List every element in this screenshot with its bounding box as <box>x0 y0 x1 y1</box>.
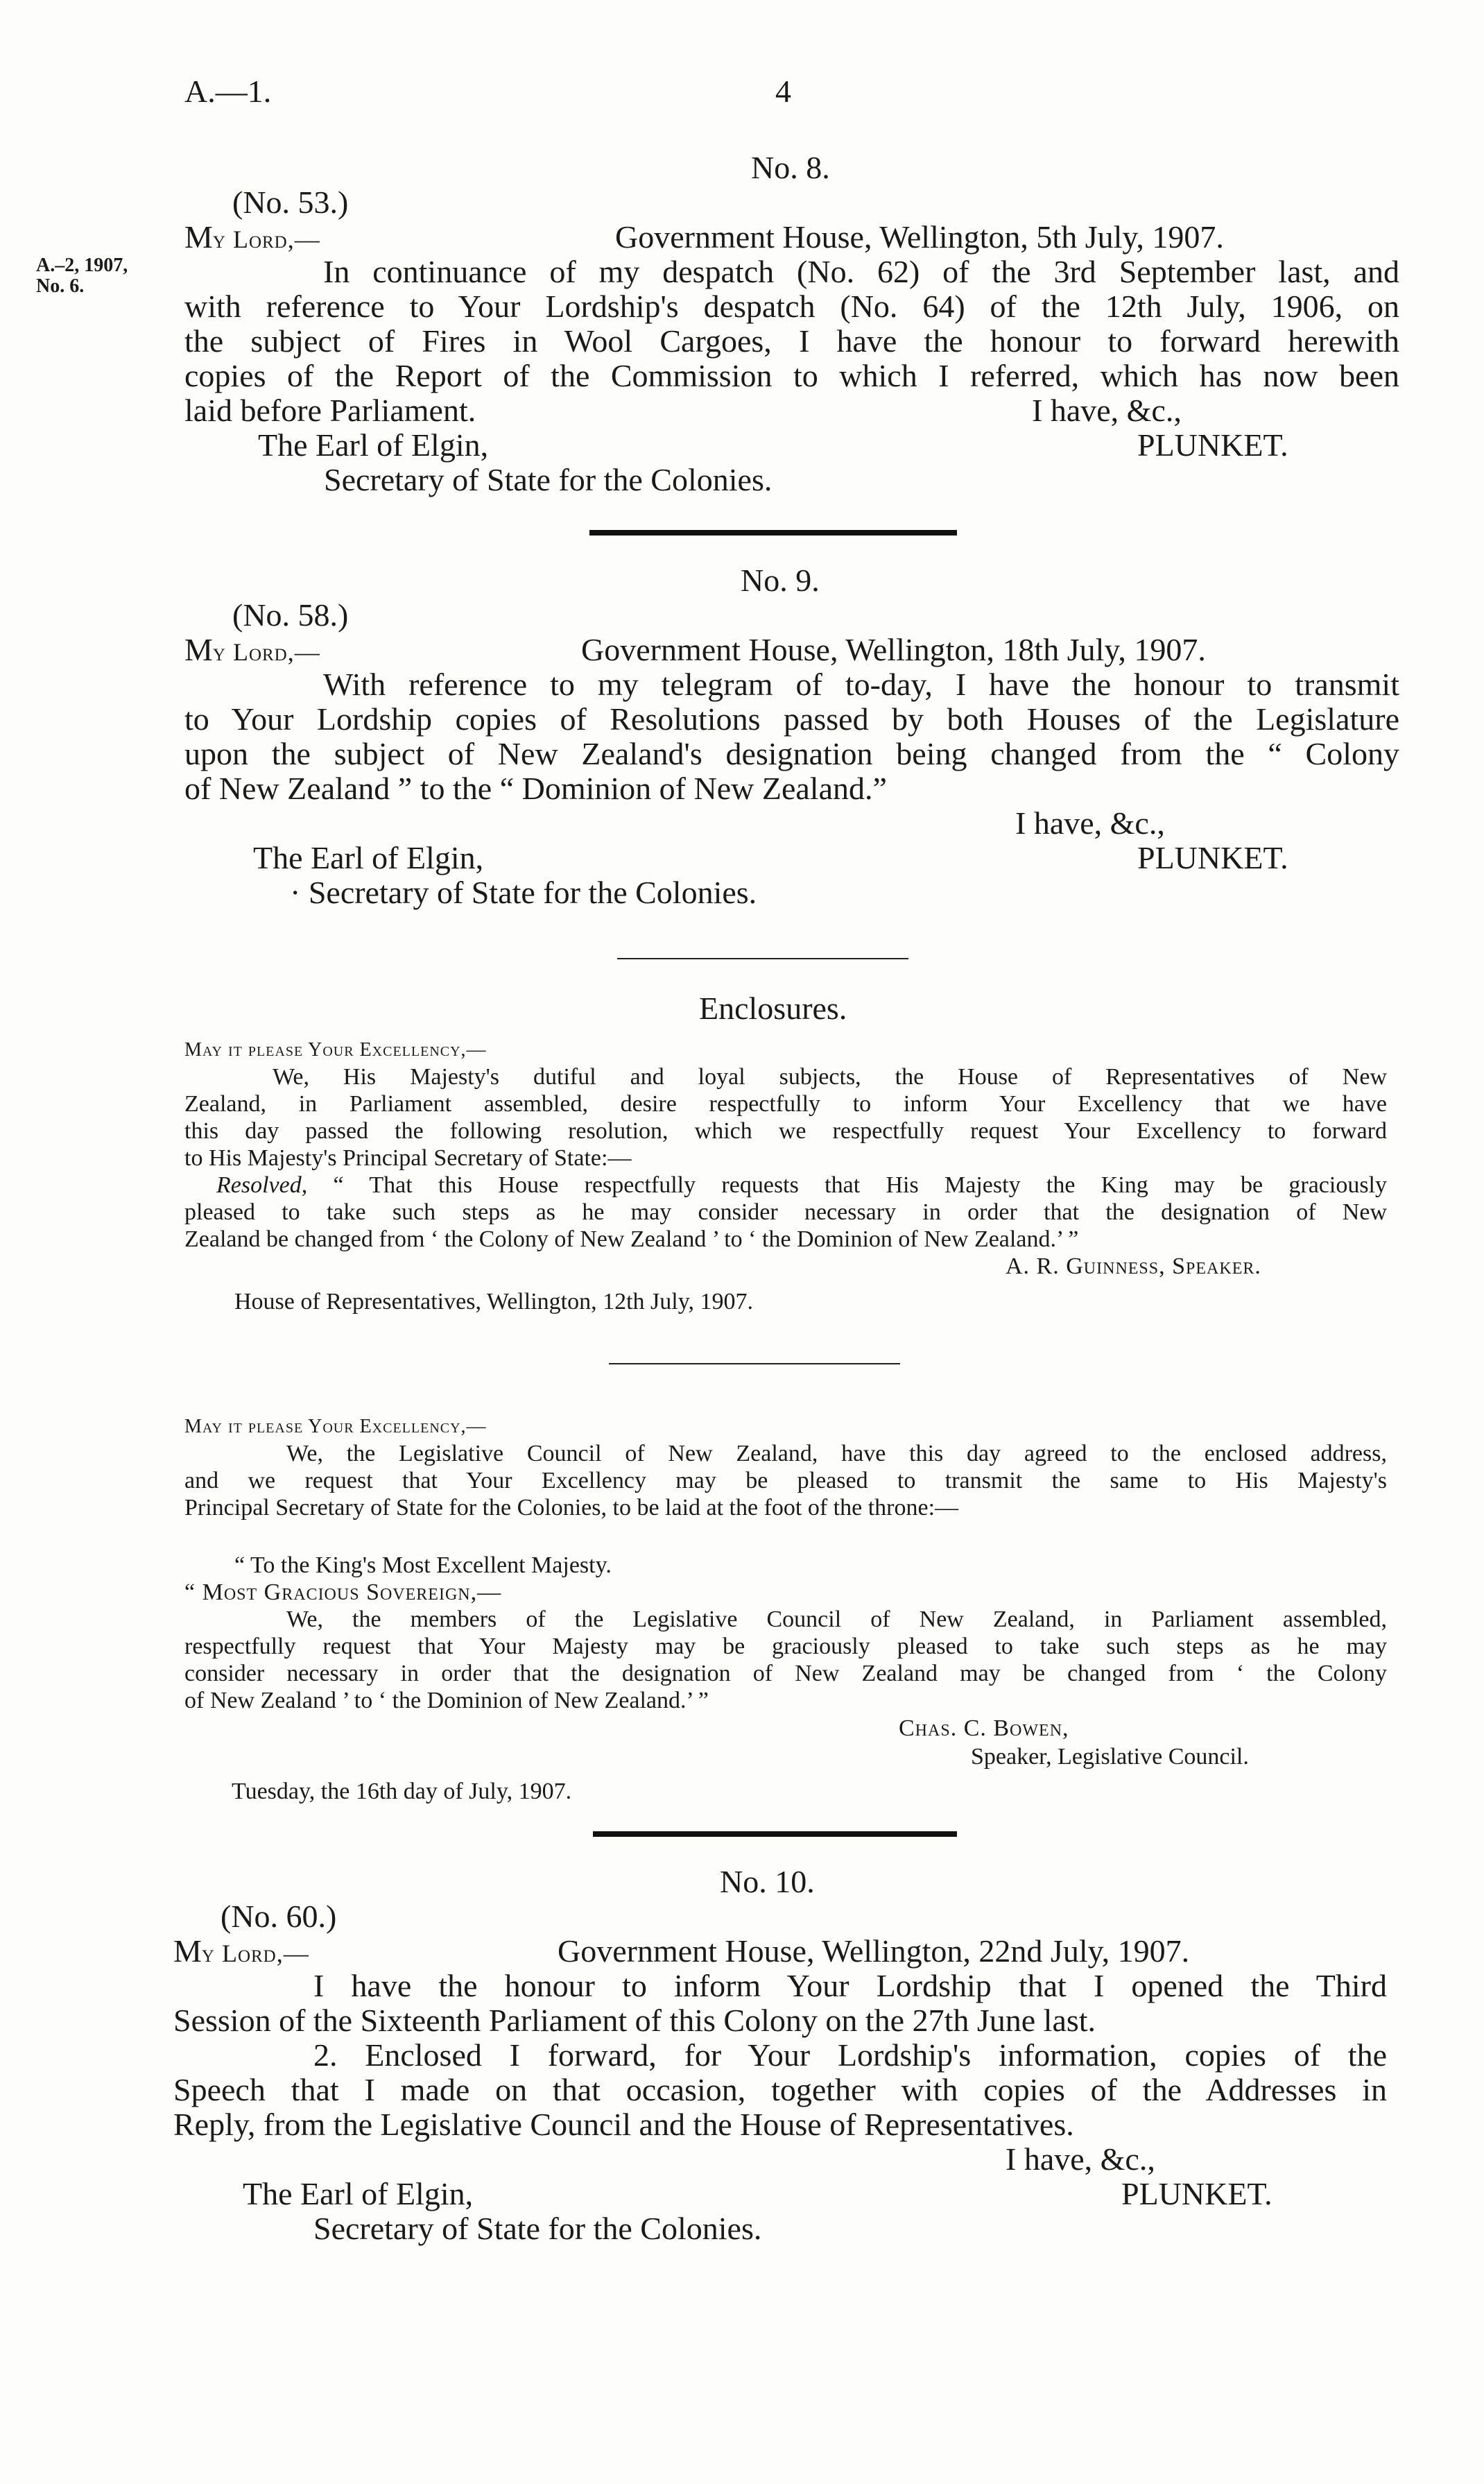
letter-9-recipient: The Earl of Elgin, <box>253 840 484 875</box>
page-number: 4 <box>775 74 791 109</box>
enclosure-1-line: to His Majesty's Principal Secretary of State:— <box>184 1145 632 1171</box>
letter-8-recipient: The Earl of Elgin, <box>258 427 489 463</box>
letter-10-ref: (No. 60.) <box>221 1899 337 1934</box>
letter-8-heading: No. 8. <box>751 150 830 185</box>
enclosure-2-line: of New Zealand ’ to ‘ the Dominion of New Zealand.’ ” <box>184 1688 709 1713</box>
section-divider <box>617 958 908 959</box>
section-divider <box>589 530 957 536</box>
letter-10-line: 2. Enclosed I forward, for Your Lordship's information, copies of the <box>313 2037 1387 2073</box>
letter-8-line: with reference to Your Lordship's despatch (No. 64) of the 12th July, 1906, on <box>184 289 1399 324</box>
enclosure-2-address-to: “ To the King's Most Excellent Majesty. <box>234 1552 612 1578</box>
letter-10-recipient: The Earl of Elgin, <box>243 2176 474 2211</box>
letter-10-heading: No. 10. <box>720 1864 815 1899</box>
letter-9-heading: No. 9. <box>741 563 820 598</box>
enclosure-2-sovereign: “ Most Gracious Sovereign,— <box>184 1579 502 1605</box>
enclosure-1-signer: A. R. Guinness, Speaker. <box>1006 1253 1261 1279</box>
letter-8-line: the subject of Fires in Wool Cargoes, I have the honour to forward herewith <box>184 323 1399 359</box>
enclosure-1-resolution: Resolved, “ That this House respectfully requests that His Majesty the King may be graciously <box>216 1172 1387 1198</box>
section-divider <box>593 1831 957 1837</box>
letter-10-line: I have the honour to inform Your Lordship that I opened the Third <box>313 1968 1387 2003</box>
letter-10-salutation: My Lord,— <box>173 1933 309 1969</box>
letter-10-recipient-title: Secretary of State for the Colonies. <box>313 2211 762 2246</box>
letter-8-line: In continuance of my despatch (No. 62) of the 3rd September last, and <box>323 254 1399 289</box>
letter-8-ref: (No. 53.) <box>232 185 349 220</box>
enclosure-2-line: We, the members of the Legislative Council of New Zealand, in Parliament assembled, <box>286 1607 1387 1632</box>
margin-note: A.–2, 1907, No. 6. <box>36 255 128 297</box>
enclosure-1-line: We, His Majesty's dutiful and loyal subjects, the House of Representatives of New <box>273 1064 1387 1090</box>
letter-9-recipient-title: · Secretary of State for the Colonies. <box>290 875 757 910</box>
enclosure-2-line: consider necessary in order that the designation of New Zealand may be changed from ‘ the Colony <box>184 1661 1387 1686</box>
letter-10-signature: PLUNKET. <box>1121 2176 1272 2211</box>
letter-9-line: With reference to my telegram of to-day, I have the honour to transmit <box>323 667 1399 702</box>
enclosure-2-line: We, the Legislative Council of New Zealand, have this day agreed to the enclosed address, <box>286 1441 1387 1466</box>
letter-10-line: Session of the Sixteenth Parliament of this Colony on the 27th June last. <box>173 2003 1096 2038</box>
enclosure-2-signer-title: Speaker, Legislative Council. <box>971 1744 1249 1770</box>
enclosure-1-line: Zealand, in Parliament assembled, desire respectfully to inform Your Excellency that we have <box>184 1091 1387 1117</box>
letter-8-address: Government House, Wellington, 5th July, 1907. <box>615 219 1224 255</box>
letter-8-line: copies of the Report of the Commission to which I referred, which has now been <box>184 358 1399 393</box>
letter-9-salutation: My Lord,— <box>184 632 320 667</box>
enclosure-2-address: May it please Your Excellency,— <box>184 1416 487 1437</box>
enclosure-2-date: Tuesday, the 16th day of July, 1907. <box>232 1779 572 1804</box>
letter-8-recipient-title: Secretary of State for the Colonies. <box>324 462 773 497</box>
enclosure-2-line: respectfully request that Your Majesty may be graciously pleased to take such steps as he may <box>184 1634 1387 1659</box>
letter-10-address: Government House, Wellington, 22nd July, 1907. <box>558 1933 1190 1969</box>
letter-8-line: laid before Parliament. <box>184 393 476 428</box>
letter-10-line: Speech that I made on that occasion, together with copies of the Addresses in <box>173 2072 1387 2107</box>
enclosure-1-place-date: House of Representatives, Wellington, 12th July, 1907. <box>234 1289 753 1314</box>
letter-9-closing: I have, &c., <box>1015 805 1165 841</box>
letter-8-signature: PLUNKET. <box>1137 427 1288 463</box>
letter-8-closing: I have, &c., <box>1032 393 1182 428</box>
letter-9-line: to Your Lordship copies of Resolutions passed by both Houses of the Legislature <box>184 701 1399 737</box>
letter-9-line: upon the subject of New Zealand's designation being changed from the “ Colony <box>184 736 1399 771</box>
enclosure-2-line: and we request that Your Excellency may be pleased to transmit the same to His Majesty's <box>184 1468 1387 1493</box>
section-divider <box>609 1363 900 1364</box>
letter-9-signature: PLUNKET. <box>1137 840 1288 875</box>
enclosure-1-address: May it please Your Excellency,— <box>184 1039 487 1061</box>
letter-10-line: Reply, from the Legislative Council and the House of Representatives. <box>173 2107 1074 2142</box>
letter-9-address: Government House, Wellington, 18th July, 1907. <box>581 632 1206 667</box>
enclosure-1-line: pleased to take such steps as he may consider necessary in order that the designation of New <box>184 1199 1387 1225</box>
enclosure-2-line: Principal Secretary of State for the Colonies, to be laid at the foot of the throne:— <box>184 1495 959 1521</box>
letter-8-salutation: My Lord,— <box>184 219 320 255</box>
letter-9-line: of New Zealand ” to the “ Dominion of New Zealand.” <box>184 771 887 806</box>
enclosures-heading: Enclosures. <box>699 991 847 1026</box>
letter-9-ref: (No. 58.) <box>232 597 349 633</box>
letter-10-closing: I have, &c., <box>1006 2141 1155 2177</box>
enclosure-1-line: this day passed the following resolution, which we respectfully request Your Excellency to forward <box>184 1118 1387 1144</box>
enclosure-1-line: Zealand be changed from ‘ the Colony of New Zealand ’ to ‘ the Dominion of New Zealand.’ ” <box>184 1226 1079 1252</box>
enclosure-2-signer: Chas. C. Bowen, <box>899 1715 1069 1741</box>
document-reference: A.—1. <box>184 74 272 109</box>
